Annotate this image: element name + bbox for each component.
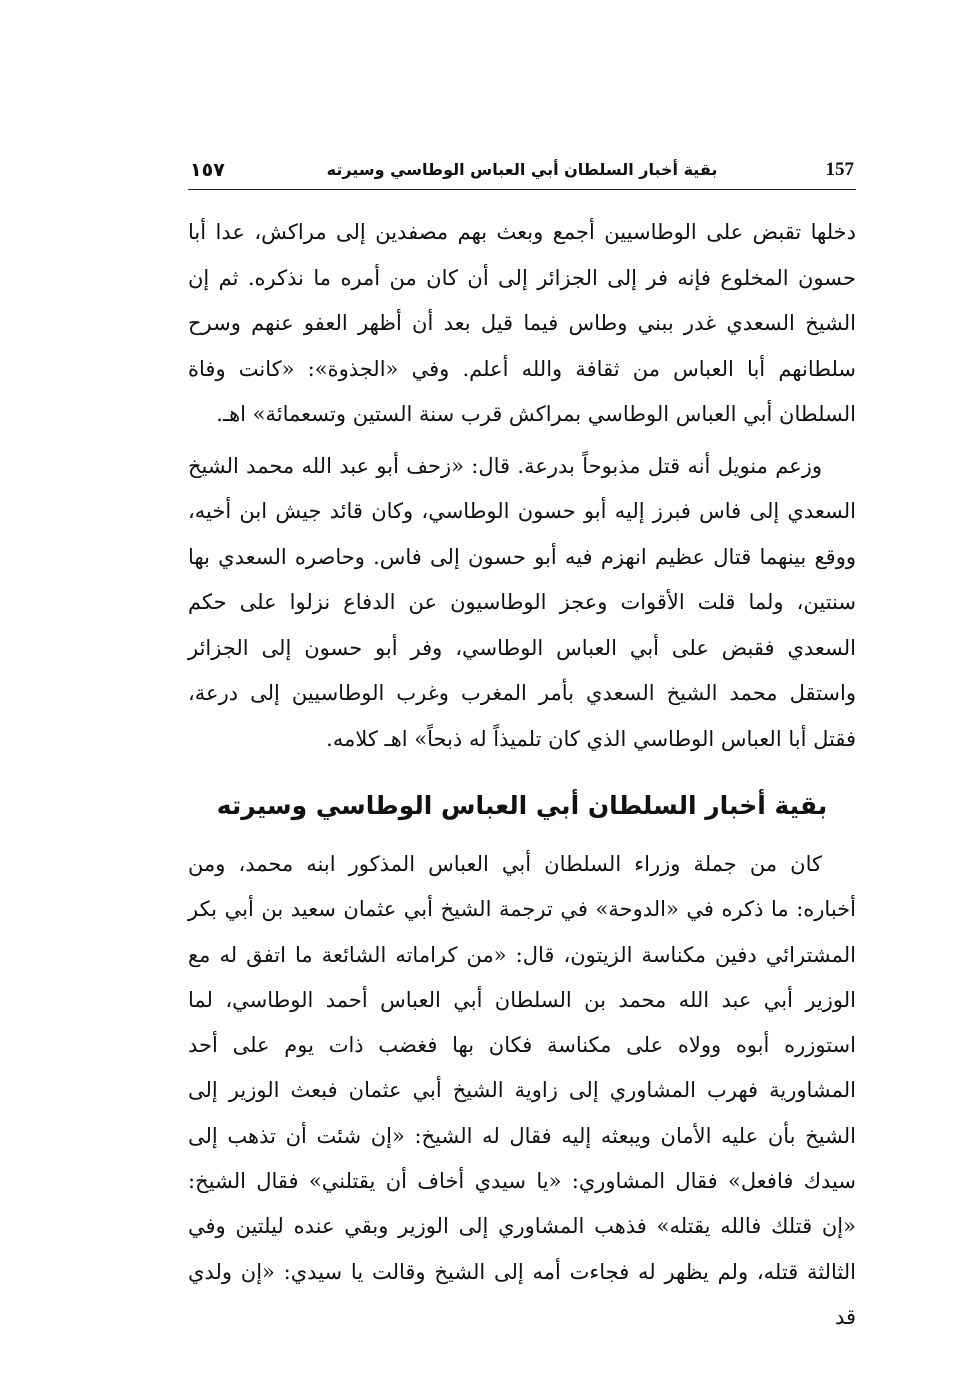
text-block-top	[188, 210, 856, 762]
paragraph-continuation: دخلها تقبض على الوطاسيين أجمع وبعث بهم مصفدين إلى مراكش، عدا أبا حسون المخلوع فإنه فر إلى الجزائر إلى أن كان من أمره ما نذكره. ثم إن الشيخ السعدي غدر ببني وطاس فيما قيل بعد أن أظهر العفو عنهم وسرح سلطانهم أبا العباس من ثقافة والله أعلم. وفي «الجذوة»: «كانت وفاة السلطان أبي العباس الوطاسي بمراكش قرب سنة الستين وتسعمائة» اهـ.	[188, 220, 856, 426]
header-rule	[188, 189, 856, 190]
paragraph-manuel-account: وزعم منويل أنه قتل مذبوحاً بدرعة. قال: «زحف أبو عبد الله محمد الشيخ السعدي إلى فاس فبرز إليه أبو حسون الوطاسي، وكان قائد جيش ابن أخيه، ووقع بينهما قتال عظيم انهزم فيه أبو حسون إلى فاس. وحاصره السعدي بها سنتين، ولما قلت الأقوات وعجز الوطاسيون عن الدفاع نزلوا على حكم السعدي فقبض على أبي العباس الوطاسي، وفر أبو حسون إلى الجزائر واستقل محمد الشيخ السعدي بأمر المغرب وغرب الوطاسيين إلى درعة، فقتل أبا العباس الوطاسي الذي كان تلميذاً له ذبحاً» اهـ كلامه.	[188, 453, 856, 751]
running-head-title: بقية أخبار السلطان أبي العباس الوطاسي وسيرته	[326, 160, 718, 179]
page-number-arabic: ١٥٧	[190, 159, 225, 181]
page-number-latin: 157	[825, 159, 854, 180]
text-block-bottom	[188, 842, 856, 1340]
paragraph-section-body: كان من جملة وزراء السلطان أبي العباس المذكور ابنه محمد، ومن أخباره: ما ذكره في «الدوحة» في ترجمة الشيخ أبي عثمان سعيد بن أبي بكر المشترائي دفين مكناسة الزيتون، قال: «من كراماته الشائعة ما اتفق له مع الوزير أبي عبد الله محمد بن السلطان أبي العباس أحمد الوطاسي، لما استوزره أبوه وولاه على مكناسة فكان بها فغضب ذات يوم على أحد المشاورية فهرب المشاوري إلى زاوية الشيخ أبي عثمان فبعث الوزير إلى الشيخ بأن عليه الأمان ويبعثه إليه فقال له الشيخ: «إن شئت أن تذهب إلى سيدك فافعل» فقال المشاوري: «يا سيدي أخاف أن يقتلني» فقال الشيخ: «إن قتلك فالله يقتله» فذهب المشاوري إلى الوزير وبقي عنده ليلتين وفي الثالثة قتله، ولم يظهر له فجاءت أمه إلى الشيخ وقالت يا سيدي: «إن ولدي قد	[188, 852, 856, 1329]
running-head	[190, 158, 854, 186]
section-heading: بقية أخبار السلطان أبي العباس الوطاسي وسيرته	[216, 791, 828, 820]
